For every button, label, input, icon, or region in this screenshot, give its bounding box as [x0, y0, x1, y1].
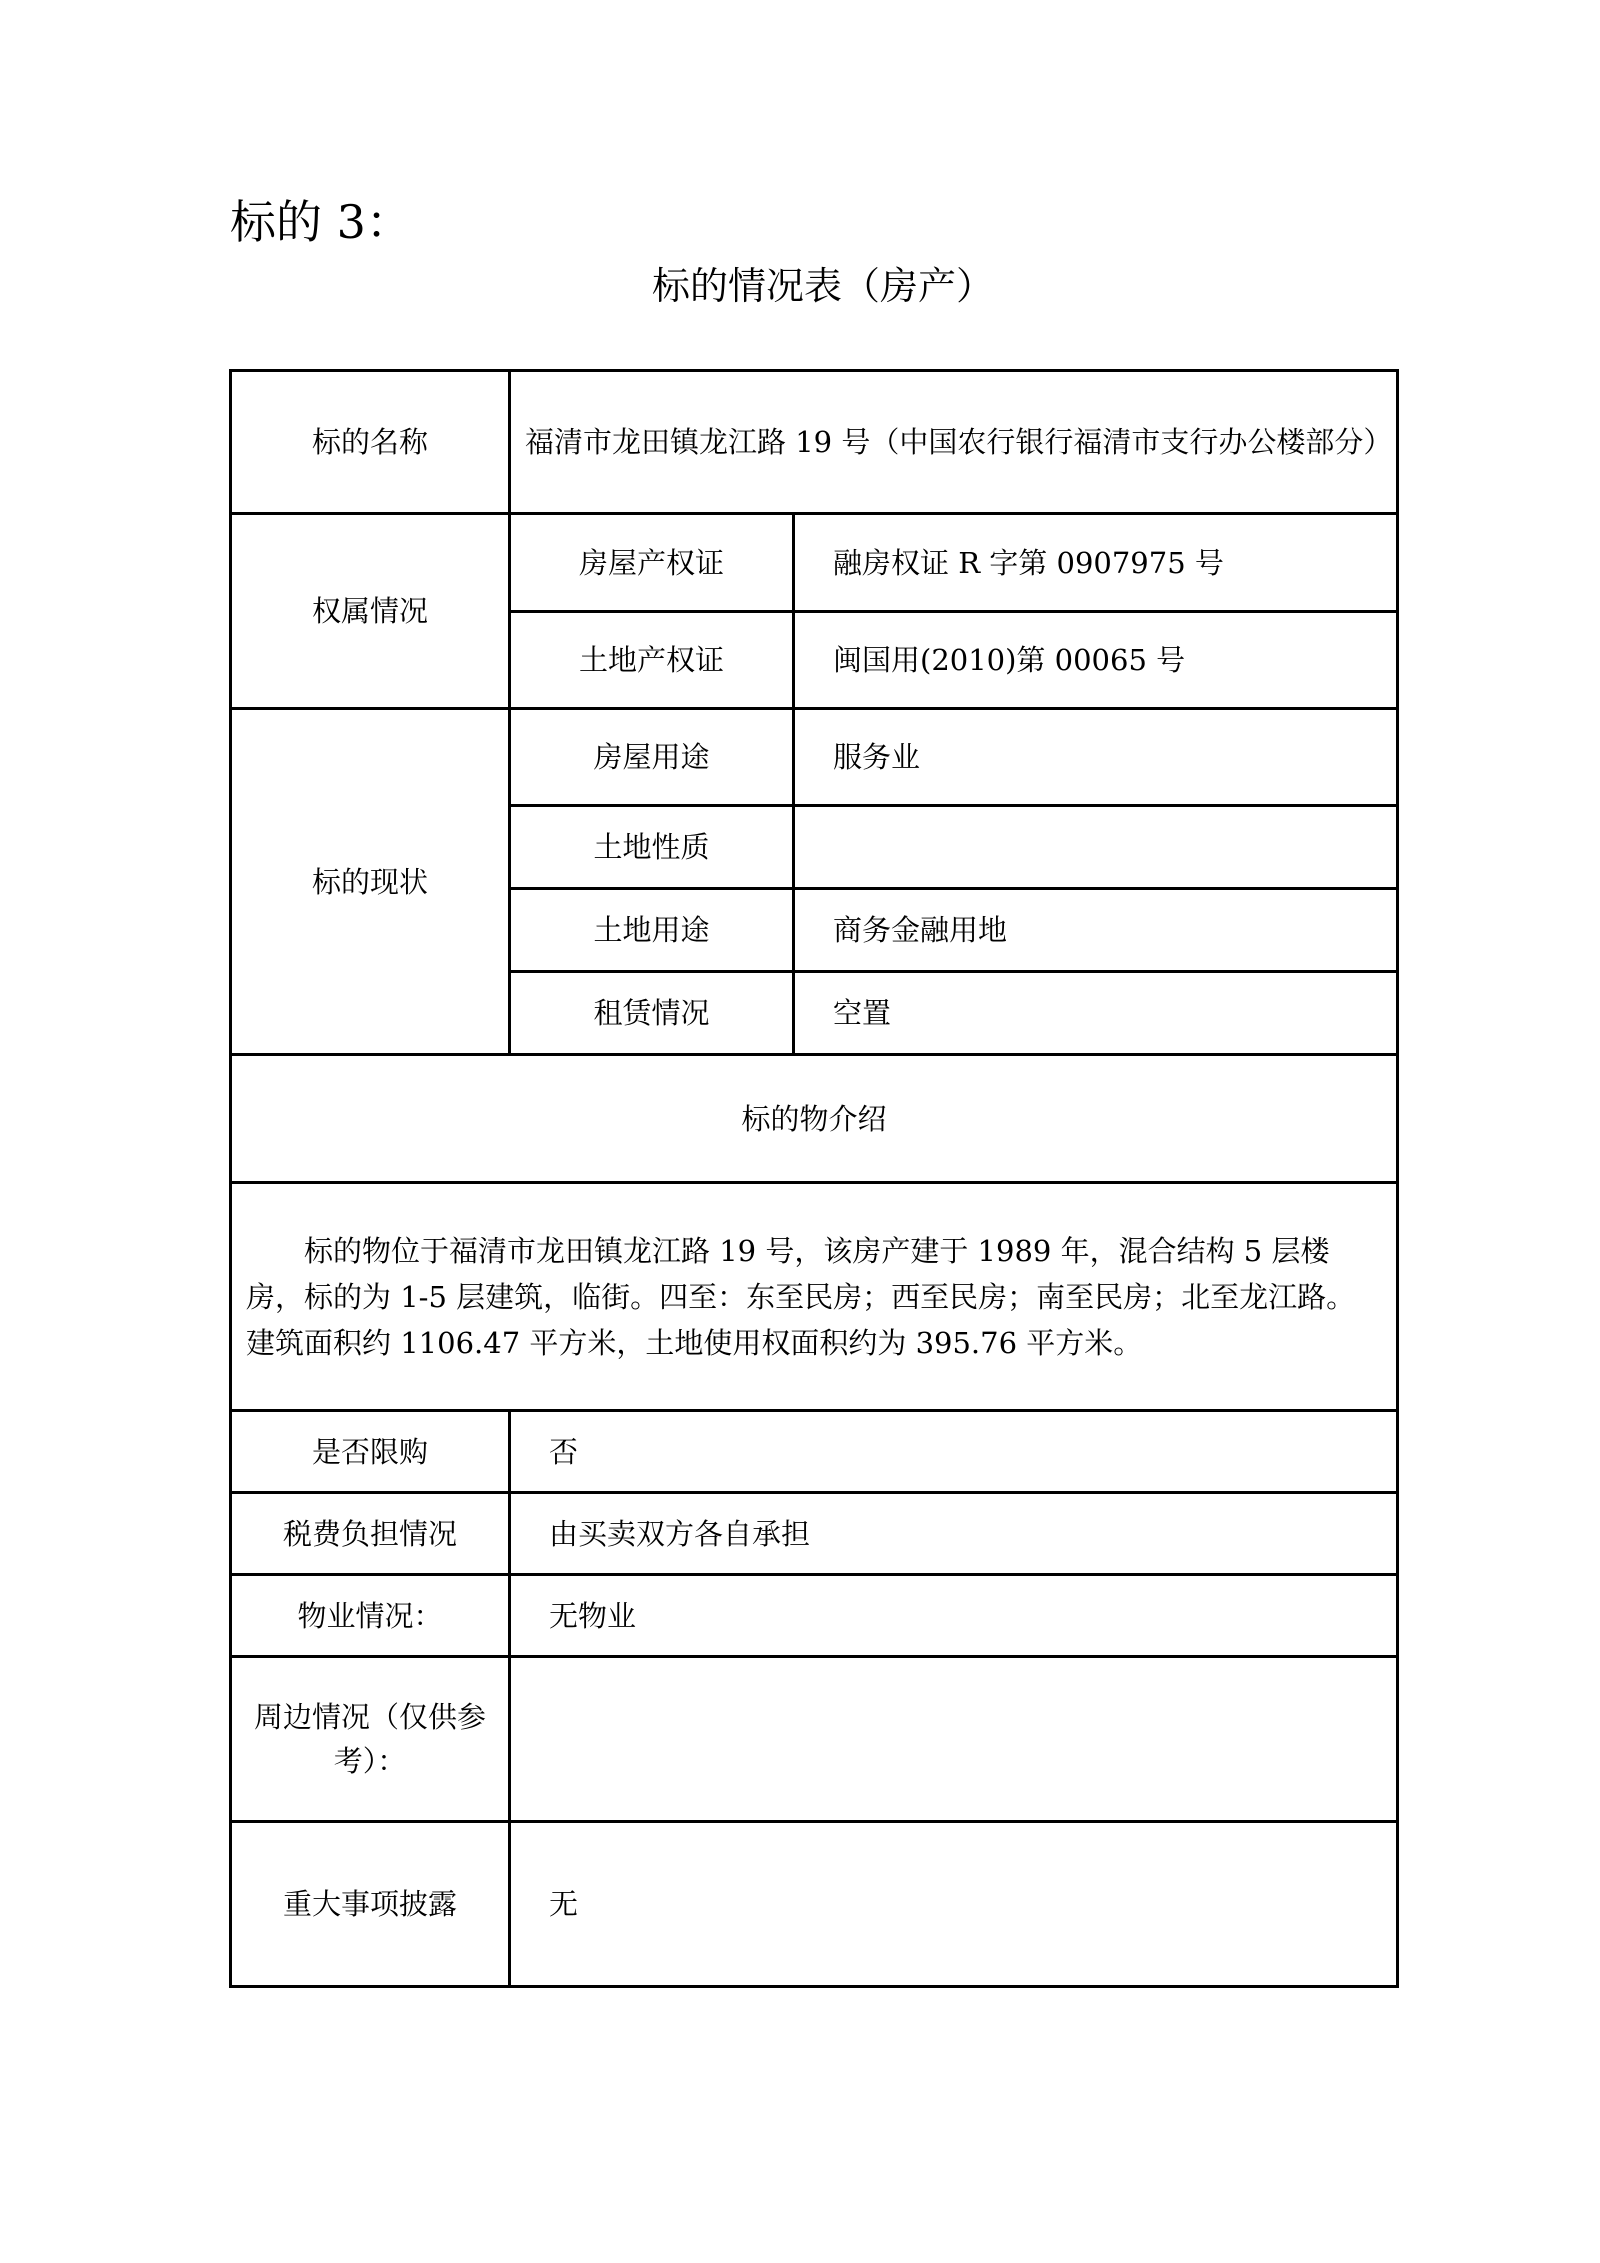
tax-value: 由买卖双方各自承担 [510, 1493, 1398, 1575]
table-row [231, 1575, 1398, 1657]
page-title: 标的情况表（房产） [651, 264, 994, 308]
table-row [231, 371, 1398, 514]
property-info-table [229, 369, 1399, 1988]
lease-label: 租赁情况 [510, 972, 794, 1055]
house-use-label: 房屋用途 [510, 709, 794, 806]
status-label: 标的现状 [231, 709, 510, 1055]
major-disclosure-value: 无 [510, 1822, 1398, 1987]
table-row [231, 1055, 1398, 1183]
land-certificate-label: 土地产权证 [510, 612, 794, 709]
table-row [231, 1411, 1398, 1493]
house-certificate-value: 融房权证 R 字第 0907975 号 [794, 514, 1398, 612]
purchase-limit-label: 是否限购 [231, 1411, 510, 1493]
table-row [231, 709, 1398, 806]
house-certificate-label: 房屋产权证 [510, 514, 794, 612]
table-row [231, 1822, 1398, 1987]
house-use-value: 服务业 [794, 709, 1398, 806]
land-certificate-value: 闽国用(2010)第 00065 号 [794, 612, 1398, 709]
purchase-limit-value: 否 [510, 1411, 1398, 1493]
land-use-value: 商务金融用地 [794, 889, 1398, 972]
table-row [231, 1183, 1398, 1411]
land-nature-label: 土地性质 [510, 806, 794, 889]
lot-heading: 标的 3： [230, 195, 412, 249]
surroundings-value [510, 1657, 1398, 1822]
ownership-label: 权属情况 [231, 514, 510, 709]
land-use-label: 土地用途 [510, 889, 794, 972]
intro-label: 标的物介绍 [231, 1055, 1398, 1183]
lease-value: 空置 [794, 972, 1398, 1055]
tax-label: 税费负担情况 [231, 1493, 510, 1575]
surroundings-label: 周边情况（仅供参考）： [231, 1657, 510, 1822]
intro-text: 标的物位于福清市龙田镇龙江路 19 号，该房产建于 1989 年，混合结构 5 层楼房，标的为 1-5 层建筑，临街。四至：东至民房；西至民房；南至民房；北至龙江路。建筑面积约 1106.47 平方米，土地使用权面积约为 395.76 平方米。 [231, 1183, 1398, 1411]
property-management-label: 物业情况： [231, 1575, 510, 1657]
table-row [231, 1657, 1398, 1822]
name-value: 福清市龙田镇龙江路 19 号（中国农行银行福清市支行办公楼部分） [510, 371, 1398, 514]
table-row [231, 514, 1398, 612]
table-row [231, 1493, 1398, 1575]
major-disclosure-label: 重大事项披露 [231, 1822, 510, 1987]
name-label: 标的名称 [231, 371, 510, 514]
property-management-value: 无物业 [510, 1575, 1398, 1657]
land-nature-value [794, 806, 1398, 889]
